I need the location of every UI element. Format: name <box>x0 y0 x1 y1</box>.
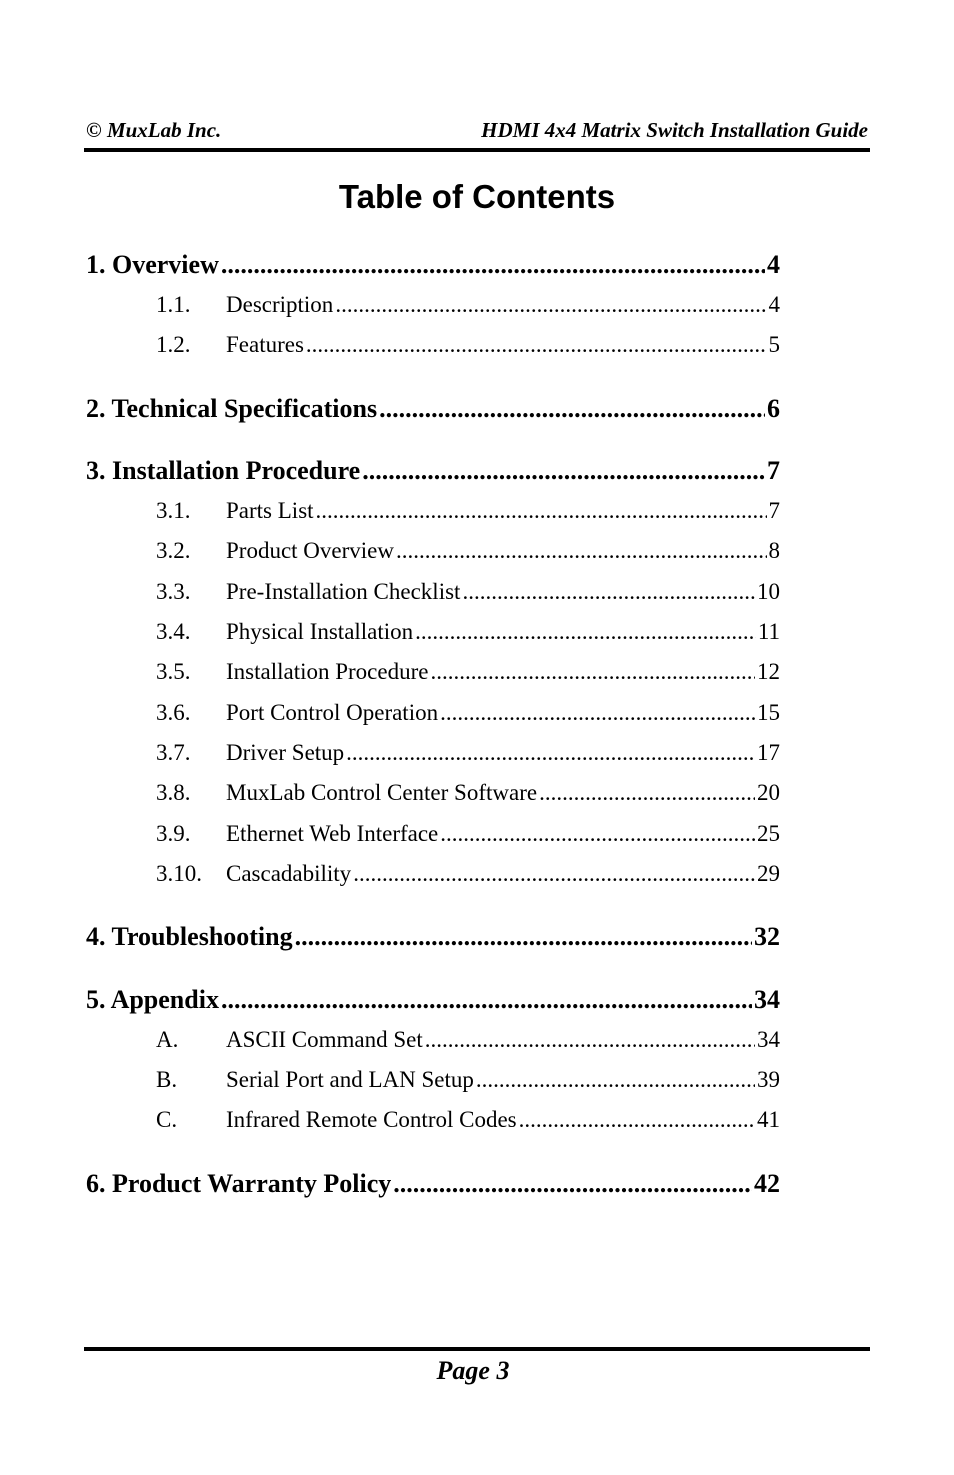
toc-entry-number: B. <box>156 1067 178 1092</box>
toc-dot-leader <box>425 1027 755 1053</box>
toc-entry-label: Physical Installation <box>226 619 414 644</box>
toc-dot-leader <box>221 985 752 1015</box>
toc-entry-label: Cascadability <box>226 861 352 886</box>
toc-subsection[interactable] <box>156 780 780 806</box>
toc-entry-page: 15 <box>757 700 780 725</box>
toc-entry-label: Parts List <box>226 498 314 523</box>
toc-subsection[interactable] <box>156 1107 780 1133</box>
toc-entry-number: A. <box>156 1027 179 1052</box>
toc-entry-label: Features <box>226 332 304 357</box>
toc-entry-label: Pre-Installation Checklist <box>226 579 461 604</box>
toc-dot-leader <box>221 250 765 280</box>
toc-dot-leader <box>440 821 755 847</box>
toc-entry-number: 3.10. <box>156 861 202 886</box>
toc-entry-label: 6. Product Warranty Policy <box>86 1169 392 1198</box>
header-copyright: © MuxLab Inc. <box>86 118 222 142</box>
toc-entry-number: 3.4. <box>156 619 191 644</box>
toc-entry-number: 3.5. <box>156 659 191 684</box>
toc-entry-page: 7 <box>767 456 780 485</box>
toc-subsection[interactable] <box>156 498 780 524</box>
page-title: Table of Contents <box>338 178 616 215</box>
toc-dot-leader <box>362 456 765 486</box>
toc-entry-number: 1.2. <box>156 332 191 357</box>
toc-entry-page: 25 <box>757 821 780 846</box>
toc-entry-label: Serial Port and LAN Setup <box>226 1067 474 1092</box>
toc-section[interactable] <box>86 922 780 952</box>
toc-dot-leader <box>295 922 752 952</box>
toc-entry-label: MuxLab Control Center Software <box>226 780 538 805</box>
toc-dot-leader <box>519 1107 755 1133</box>
toc-entry-label: 4. Troubleshooting <box>86 922 293 951</box>
toc-subsection[interactable] <box>156 740 780 766</box>
toc-dot-leader <box>415 619 756 645</box>
toc-entry-page: 42 <box>754 1169 780 1198</box>
toc-dot-leader <box>306 332 767 358</box>
toc-entry-page: 39 <box>757 1067 780 1092</box>
toc-entry-page: 34 <box>754 985 780 1014</box>
toc-entry-page: 4 <box>768 292 780 317</box>
toc-dot-leader <box>316 498 767 524</box>
toc-subsection[interactable] <box>156 579 780 605</box>
toc-entry-number: 3.2. <box>156 538 191 563</box>
toc-entry-page: 11 <box>757 619 780 644</box>
toc-entry-page: 20 <box>757 780 780 805</box>
toc-entry-number: 1.1. <box>156 292 191 317</box>
toc-entry-number: 3.8. <box>156 780 191 805</box>
toc-entry-number: 3.9. <box>156 821 191 846</box>
toc-subsection[interactable] <box>156 1027 780 1053</box>
toc-entry-number: 3.3. <box>156 579 191 604</box>
toc-dot-leader <box>476 1067 755 1093</box>
toc-entry-number: 3.1. <box>156 498 191 523</box>
toc-entry-page: 29 <box>757 861 780 886</box>
toc-entry-label: Product Overview <box>226 538 394 563</box>
toc-entry-label: 5. Appendix <box>86 985 219 1014</box>
toc-section[interactable] <box>86 985 780 1015</box>
toc-dot-leader <box>346 740 755 766</box>
toc-subsection[interactable] <box>156 332 780 358</box>
toc-entry-number: 3.6. <box>156 700 191 725</box>
footer-divider <box>84 1347 870 1351</box>
toc-subsection[interactable] <box>156 538 780 564</box>
toc-dot-leader <box>430 659 755 685</box>
toc-entry-page: 7 <box>768 498 780 523</box>
toc-dot-leader <box>353 861 755 887</box>
toc-entry-page: 5 <box>768 332 780 357</box>
toc-entry-page: 34 <box>757 1027 780 1052</box>
toc-subsection[interactable] <box>156 619 780 645</box>
toc-dot-leader <box>440 700 755 726</box>
toc-entry-label: Driver Setup <box>226 740 345 765</box>
toc-entry-label: Description <box>226 292 334 317</box>
toc-entry-label: ASCII Command Set <box>226 1027 423 1052</box>
header-document-title: HDMI 4x4 Matrix Switch Installation Guide <box>481 118 868 142</box>
toc-dot-leader <box>379 394 765 424</box>
toc-section[interactable] <box>86 1169 780 1199</box>
toc-section[interactable] <box>86 456 780 486</box>
toc-entry-label: 1. Overview <box>86 250 219 279</box>
toc-section[interactable] <box>86 394 780 424</box>
toc-dot-leader <box>335 292 766 318</box>
toc-entry-label: Ethernet Web Interface <box>226 821 439 846</box>
toc-subsection[interactable] <box>156 1067 780 1093</box>
toc-entry-label: Port Control Operation <box>226 700 439 725</box>
toc-dot-leader <box>462 579 755 605</box>
toc-entry-page: 10 <box>757 579 780 604</box>
toc-entry-page: 6 <box>767 394 780 423</box>
toc-section[interactable] <box>86 250 780 280</box>
toc-entry-page: 17 <box>757 740 780 765</box>
toc-subsection[interactable] <box>156 861 780 887</box>
toc-subsection[interactable] <box>156 821 780 847</box>
toc-dot-leader <box>396 538 767 564</box>
toc-entry-page: 4 <box>767 250 780 279</box>
toc-dot-leader <box>539 780 755 806</box>
toc-entry-page: 41 <box>757 1107 780 1132</box>
toc-subsection[interactable] <box>156 292 780 318</box>
toc-entry-label: 2. Technical Specifications <box>86 394 378 423</box>
page-header <box>84 114 870 152</box>
toc-entry-label: Infrared Remote Control Codes <box>226 1107 517 1132</box>
toc-entry-label: 3. Installation Procedure <box>86 456 361 485</box>
page-number: Page 3 <box>436 1356 510 1385</box>
toc-entry-number: C. <box>156 1107 178 1132</box>
toc-entry-page: 12 <box>757 659 780 684</box>
toc-entry-page: 32 <box>754 922 780 951</box>
toc-entry-number: 3.7. <box>156 740 191 765</box>
toc-entry-label: Installation Procedure <box>226 659 429 684</box>
toc-subsection[interactable] <box>156 700 780 726</box>
toc-dot-leader <box>393 1169 752 1199</box>
toc-entry-page: 8 <box>768 538 780 563</box>
toc-subsection[interactable] <box>156 659 780 685</box>
